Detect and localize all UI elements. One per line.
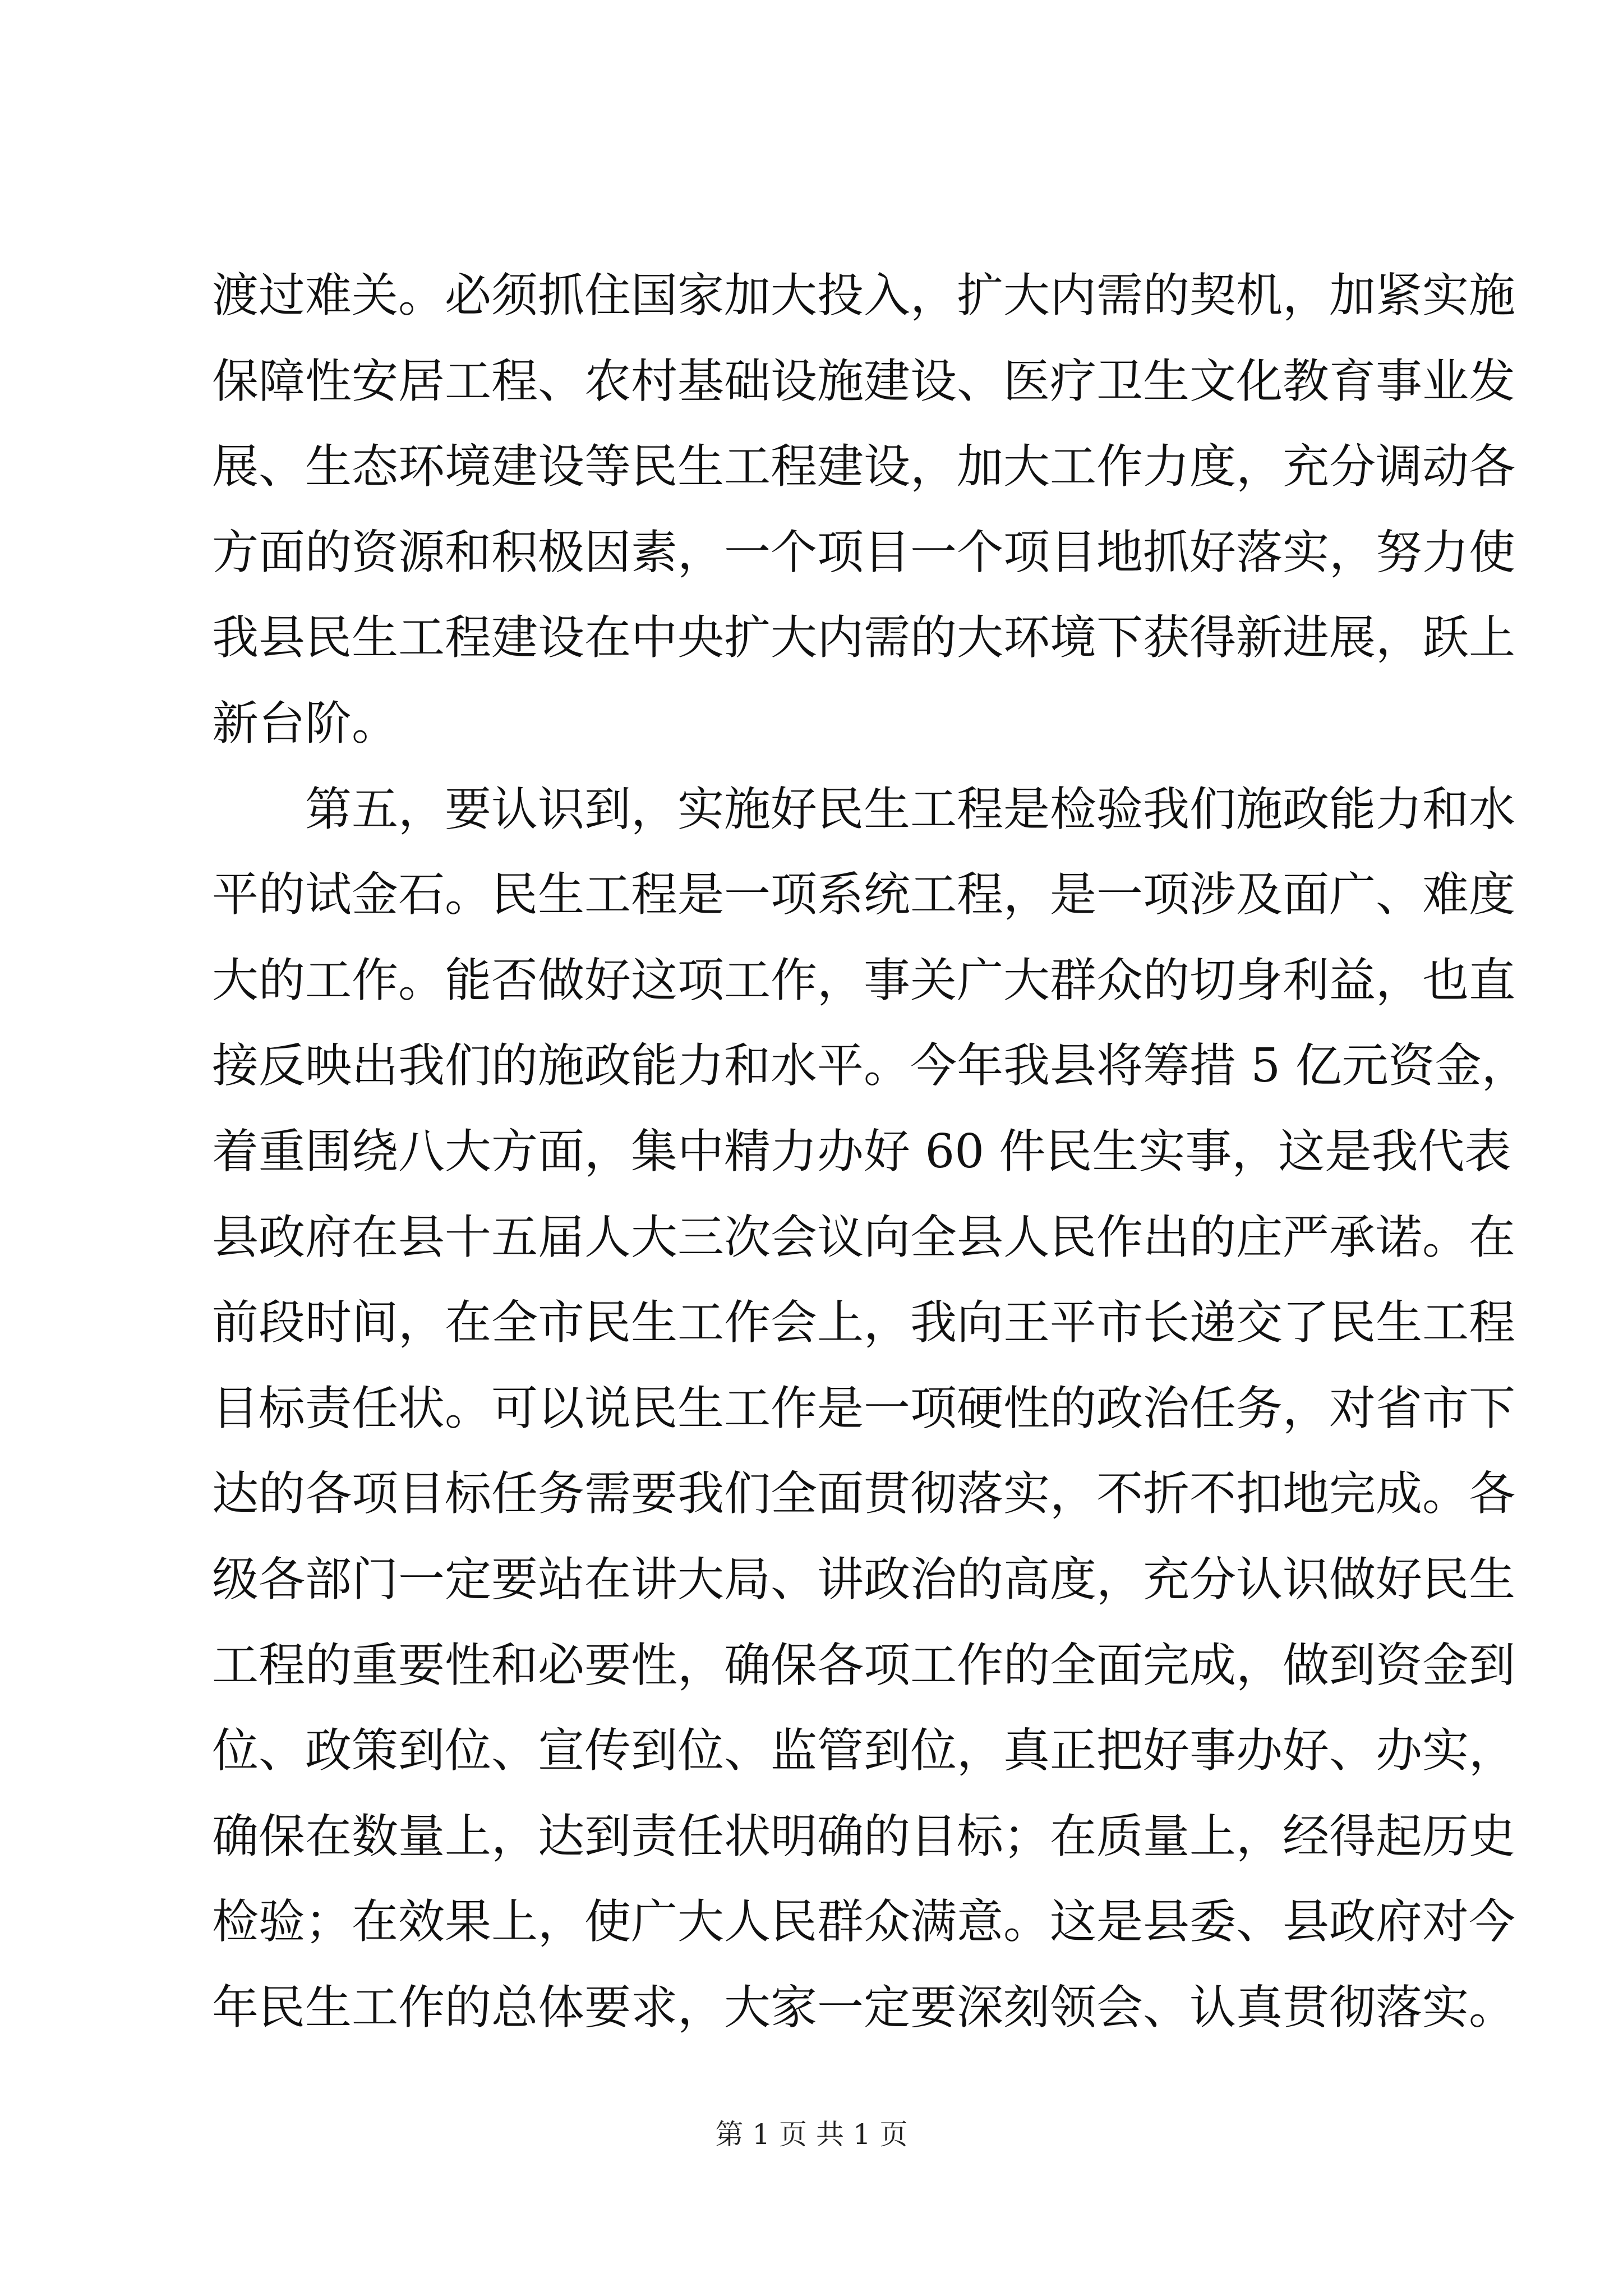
text-line: 展、生态环境建设等民生工程建设，加大工作力度，充分调动各: [212, 439, 1515, 494]
text-line: 我县民生工程建设在中央扩大内需的大环境下获得新进展，跃上: [212, 610, 1515, 665]
text-line: 年民生工作的总体要求，大家一定要深刻领会、认真贯彻落实。: [212, 1980, 1515, 2035]
text-line: 县政府在县十五届人大三次会议向全县人民作出的庄严承诺。在: [212, 1209, 1515, 1264]
text-line: 渡过难关。必须抓住国家加大投入，扩大内需的契机，加紧实施: [212, 268, 1515, 323]
text-line: 检验；在效果上，使广大人民群众满意。这是县委、县政府对今: [212, 1894, 1515, 1949]
text-line: 大的工作。能否做好这项工作，事关广大群众的切身利益，也直: [212, 953, 1515, 1007]
text-line: 着重围绕八大方面，集中精力办好 60 件民生实事，这是我代表: [212, 1124, 1511, 1179]
text-line: 第五，要认识到，实施好民生工程是检验我们施政能力和水: [212, 781, 1515, 836]
text-line: 级各部门一定要站在讲大局、讲政治的高度，充分认识做好民生: [212, 1552, 1515, 1607]
text-line: 接反映出我们的施政能力和水平。今年我县将筹措 5 亿元资金，: [212, 1038, 1528, 1093]
text-line: 方面的资源和积极因素，一个项目一个项目地抓好落实，努力使: [212, 524, 1515, 579]
page-number-footer: 第 1 页 共 1 页: [715, 2118, 908, 2151]
text-line: 保障性安居工程、农村基础设施建设、医疗卫生文化教育事业发: [212, 353, 1515, 408]
text-line: 目标责任状。可以说民生工作是一项硬性的政治任务，对省市下: [212, 1381, 1515, 1435]
text-line: 平的试金石。民生工程是一项系统工程，是一项涉及面广、难度: [212, 867, 1515, 922]
text-line: 达的各项目标任务需要我们全面贯彻落实，不折不扣地完成。各: [212, 1466, 1515, 1521]
text-line: 新台阶。: [212, 696, 398, 751]
text-line: 工程的重要性和必要性，确保各项工作的全面完成，做到资金到: [212, 1637, 1515, 1692]
text-line: 位、政策到位、宣传到位、监管到位，真正把好事办好、办实，: [212, 1723, 1515, 1778]
text-line: 确保在数量上，达到责任状明确的目标；在质量上，经得起历史: [212, 1809, 1515, 1864]
text-line: 前段时间，在全市民生工作会上，我向王平市长递交了民生工程: [212, 1295, 1515, 1350]
body-text: [212, 265, 1528, 2062]
